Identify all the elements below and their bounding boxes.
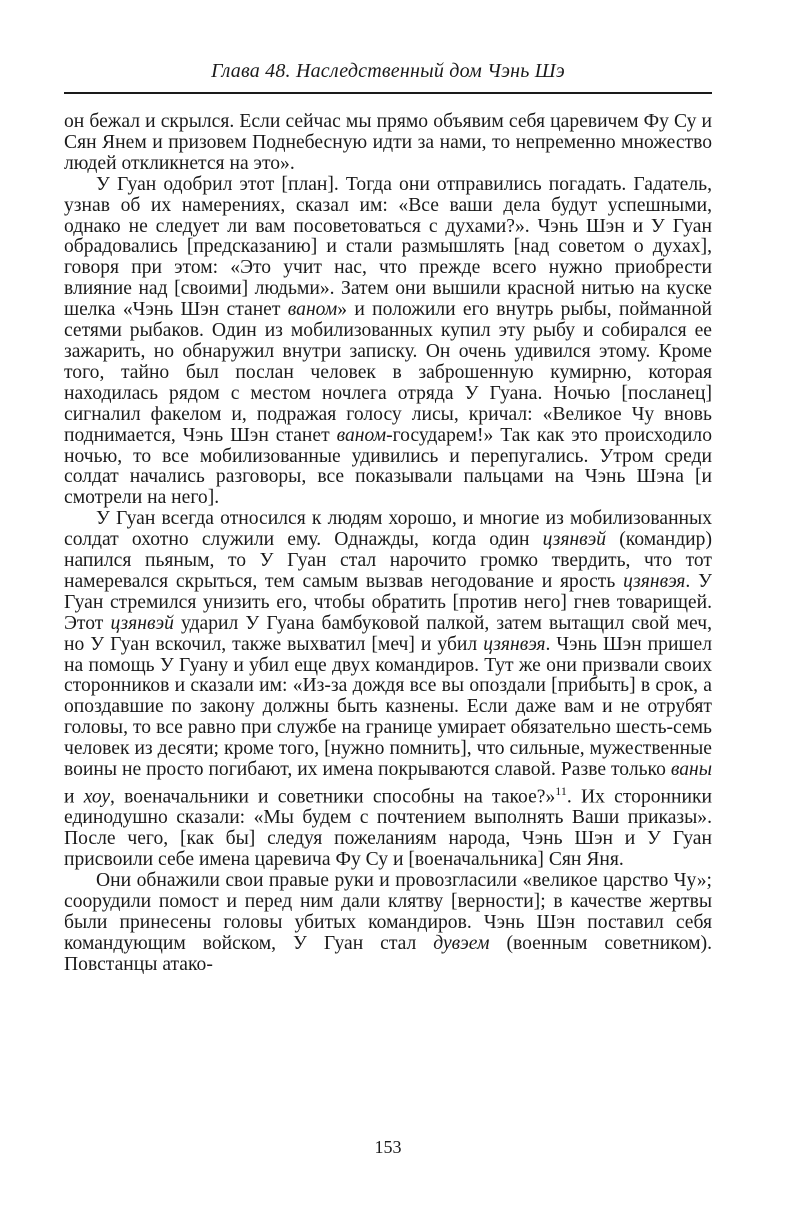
text-run: , военачальники и советники способны на такое?»: [110, 786, 556, 808]
text-run: (командир) напился пьяным, то У Гуан стал нарочито громко твердить, что тот намеревался скрыться, тем самым вызвав негодование и ярость: [64, 529, 712, 592]
italic-term: ваном: [287, 299, 338, 321]
header-rule: [64, 92, 712, 94]
paragraph-4: [64, 871, 712, 976]
italic-term: цзянвэй: [110, 612, 174, 634]
italic-term: ваны: [670, 759, 712, 781]
running-head-title: Глава 48. Наследственный дом Чэнь Шэ: [211, 60, 565, 82]
italic-term: дувэем: [433, 932, 490, 954]
italic-term: цзянвэя: [623, 570, 686, 592]
italic-term: хоу: [83, 786, 111, 808]
italic-term: цзянвэй: [542, 529, 607, 551]
paragraph-2: [64, 175, 712, 510]
text-run: и: [64, 786, 84, 808]
paragraph-1: [64, 112, 712, 175]
text-run: У Гуан всегда относился к людям хорошо, и многие из мобилизованных солдат охотно служили ему. Однажды, когда один: [64, 508, 712, 551]
paragraph-3: [64, 509, 712, 871]
text-run: ударил У Гуана бамбуковой палкой, затем вытащил свой меч, но У Гуан вскочил, также выхватил [меч] и убил: [64, 612, 712, 655]
italic-term: ваном: [336, 424, 387, 446]
body-text: [64, 112, 712, 976]
text-run: он бежал и скрылся. Если сейчас мы прямо объявим себя царевичем Фу Су и Сян Янем и призовем Поднебесную идти за нами, то непременно множество людей откликнется на это».: [64, 111, 712, 174]
text-run: » и положили его внутрь рыбы, пойманной сетями рыбаков. Один из мобилизованных купил эту рыбу и собирался ее зажарить, но обнаружил внутри записку. Он очень удивился этому. Кроме того, тайно был послан человек в заброшенную кумирню, которая находилась рядом с местом ночлега отряда У Гуана. Ночью [посланец] сигналил факелом и, подражая голосу лисы, кричал: «Великое Чу вновь поднимается, Чэнь Шэн станет: [64, 299, 712, 446]
text-run: . Чэнь Шэн пришел на помощь У Гуану и убил еще двух командиров. Тут же они призвали своих сторонников и сказали им: «Из-за дождя все вы опоздали [прибыть] в срок, а опоздавшие по закону должны быть казнены. Если даже вам и не отрубят головы, то все равно при службе на границе умирает обязательно шесть-семь человек из десяти; кроме того, [нужно помнить], что сильные, мужественные воины не просто погибают, их имена покрываются славой. Разве только: [64, 633, 712, 781]
book-page: [64, 58, 712, 1188]
text-run: -государем!» Так как это происходило ночью, то все мобилизованные удивились и перепугались. Утром среди солдат начались разговоры, все показывали пальцами на Чэнь Шэна [и смотрели на него].: [64, 424, 712, 509]
text-run: У Гуан одобрил этот [план]. Тогда они отправились погадать. Гадатель, узнав об их намерениях, сказал им: «Все ваши дела будут успешными, однако не следует ли вам посоветоваться с духами?». Чэнь Шэн и У Гуан обрадовались [предсказанию] и стали размышлять [над советом о духах], говоря при этом: «Это учит нас, что прежде всего нужно приобрести влияние над [своими] людьми». Затем они вышили красной нитью на куске шелка «Чэнь Шэн станет: [64, 173, 712, 321]
footnote-ref: 11: [555, 784, 567, 798]
text-run: (военным советником). Повстанцы атако-: [64, 932, 712, 975]
text-run: . У Гуан стремился унизить его, чтобы обратить [против него] гнев товарищей. Этот: [64, 570, 712, 634]
text-run: . Их сторонники единодушно сказали: «Мы будем с почтением выполнять Ваши приказы». После чего, [как бы] следуя пожеланиям народа, Чэнь Шэн и У Гуан присвоили себе имена царевича Фу Су и [военачальника] Сян Яня.: [64, 786, 713, 871]
text-run: Они обнажили свои правые руки и провозгласили «великое царство Чу»; соорудили помост и перед ним дали клятву [верности]; в качестве жертвы были принесены головы убитых командиров. Чэнь Шэн поставил себя командующим войском, У Гуан стал: [64, 870, 712, 954]
page-number: 153: [374, 1137, 402, 1157]
italic-term: цзянвэя: [483, 633, 546, 655]
